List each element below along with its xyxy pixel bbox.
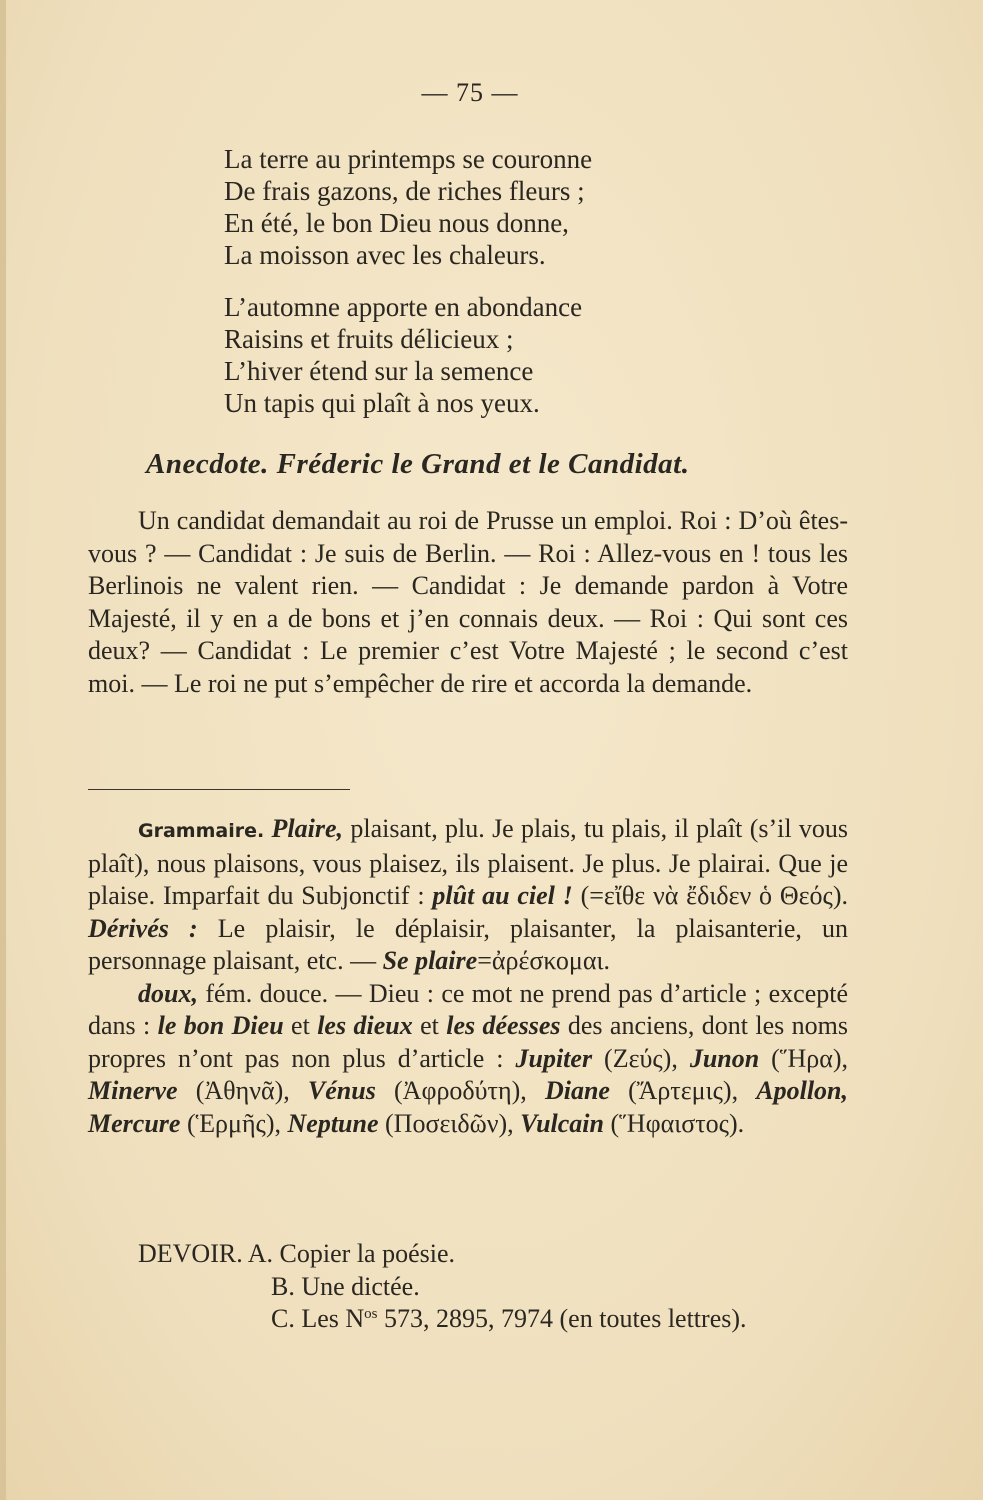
poem-line: La moisson avec les chaleurs. [224,240,546,270]
homework-section [138,1238,747,1336]
poem-line: L’hiver étend sur la semence [224,356,534,386]
homework-c-sup: os [364,1306,378,1322]
poem-line: L’automne apporte en abondance [224,292,583,322]
poem-line: En été, le bon Dieu nous donne, [224,208,569,238]
greek-name: (Ἄρτεμις), [609,1076,757,1105]
poem-line: La terre au printemps se couronne [224,144,593,174]
page-edge [0,0,6,1500]
conjugation-text: plaisant, plu. Je plais, tu plais, il plaît (s’il vous plaît), nous plaisons, vous plaisez, ils plaisent. Je plus. Je plairai. Que je plaise. Imparfait du Subjonctif : [88,814,849,910]
grammar-section [88,813,848,1140]
greek-name: (Ἥφαιστος). [604,1108,745,1138]
grammar-paragraph-plaire [88,813,848,978]
greek-translation: (=εἴθε νὰ ἔδιδεν ὁ Θεός). [572,881,848,910]
homework-item-a: DEVOIR. A. Copier la poésie. [138,1239,456,1268]
god-minerve: Minerve [88,1076,178,1105]
poem-line: Un tapis qui plaît à nos yeux. [224,388,540,418]
term-bon-dieu: le bon Dieu [157,1011,284,1040]
page-number: — 75 — [421,78,519,107]
god-jupiter: Jupiter [515,1043,593,1073]
anecdote-text [88,505,848,700]
god-apollon: Apollon, [756,1076,848,1105]
god-vulcain: Vulcain [520,1108,604,1138]
greek-name: (Ἀθηνᾶ), [177,1076,308,1105]
god-mercure: Mercure [88,1108,181,1138]
grammar-label: Grammaire. [138,820,265,842]
poem-line: De frais gazons, de riches fleurs ; [224,176,585,206]
derives-label: Dérivés : [88,913,198,943]
greek-name: (Ζεύς), [592,1043,690,1073]
derives-text: Le plaisir, le déplaisir, plaisanter, la plaisanterie, un personnage plaisant, etc. — [88,913,848,975]
god-venus: Vénus [307,1076,376,1105]
poem-line: Raisins et fruits délicieux ; [224,324,514,354]
grammar-text: fém. douce. — Dieu : ce mot ne prend pas d’article ; excepté dans : [88,978,848,1040]
greek-translation: =ἀρέσκομαι. [477,946,610,975]
god-diane: Diane [544,1076,610,1105]
anecdote-paragraph: Un candidat demandait au roi de Prusse un emploi. Roi : D’où êtes-vous ? — Candidat : Je suis de Berlin. — Roi : Allez-vous en ! tous les Berlinois ne valent rien. — Candidat : Je demande pardon à Votre Majesté, il y en a de bons et j’en connais deux. — Roi : Qui sont ces deux? — Candidat : Le premier c’est Votre Majesté ; le second c’est moi. — Le roi ne put s’empêcher de rire et accorda la demande. [88,506,848,698]
homework-item-c [138,1303,747,1336]
term-deesses: les déesses [446,1011,561,1040]
anecdote-title: Anecdote. Fréderic le Grand et le Candidat. [146,448,690,480]
se-plaire: Se plaire [382,946,478,975]
section-divider [88,789,350,790]
term-dieux: les dieux [317,1011,413,1040]
grammar-paragraph-doux [88,978,848,1141]
greek-name: (Ἥρα), [759,1043,848,1073]
plut-au-ciel: plût au ciel ! [432,881,573,910]
greek-name: (Ἀφροδύτη), [375,1076,545,1105]
homework-c-rest: 573, 2895, 7974 (en toutes lettres). [377,1304,747,1333]
god-neptune: Neptune [287,1108,379,1138]
poem-stanza [224,143,592,271]
doux-term: doux, [138,978,198,1008]
homework-c-prefix: C. Les N [271,1304,365,1333]
greek-name: (Ἑρμῆς), [180,1108,288,1138]
grammar-text: des anciens, dont les noms propres n’ont pas non plus d’article : [88,1011,848,1073]
verb-plaire: Plaire, [271,814,344,843]
grammar-text: et [283,1011,318,1040]
greek-name: (Ποσειδῶν), [378,1108,521,1138]
poem [224,143,592,439]
poem-stanza [224,291,592,419]
homework-item-b: B. Une dictée. [271,1271,420,1301]
grammar-text: et [412,1011,447,1040]
god-junon: Junon [689,1043,760,1073]
